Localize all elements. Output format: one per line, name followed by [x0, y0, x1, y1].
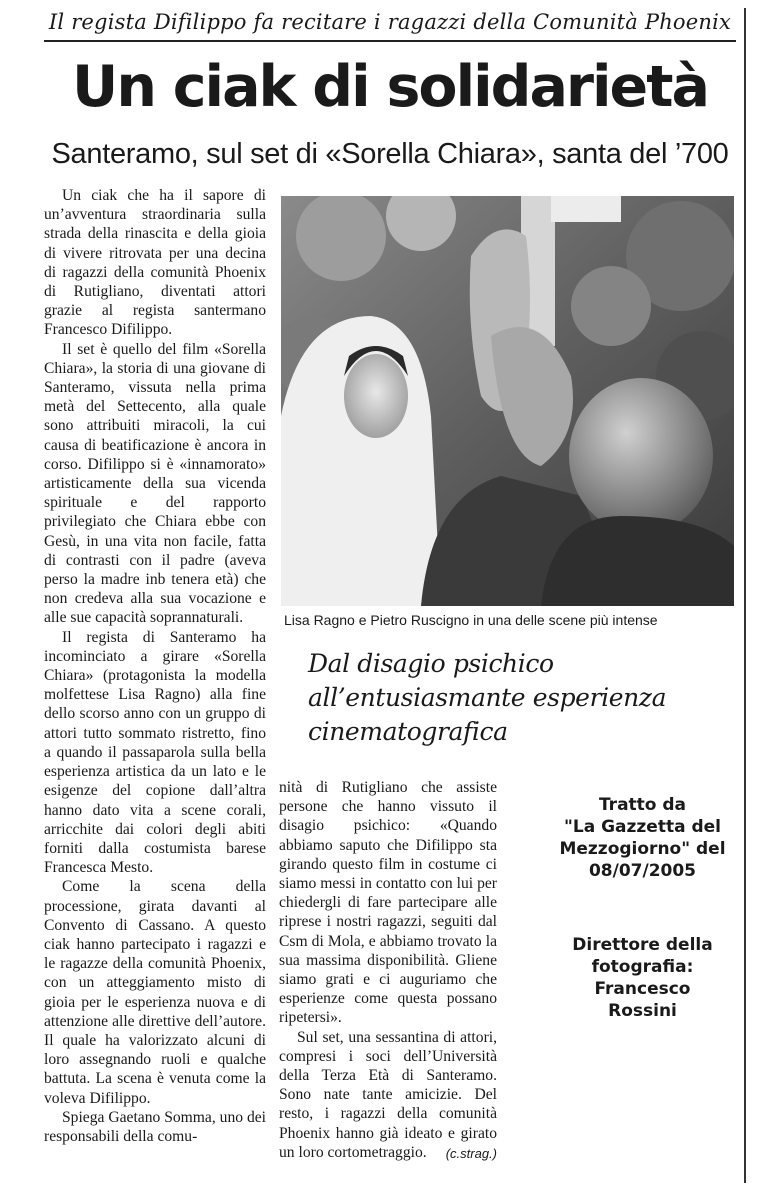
pull-quote: Dal disagio psichico all’entusiasmante esperienza cinematografica: [308, 649, 667, 746]
source-note-line: Tratto da: [598, 795, 687, 815]
photo-credit-line: fotografia:: [591, 957, 694, 977]
paragraph: Il set è quello del film «Sorella Chiara», la storia di una giovane di Santeramo, vissuta nella prima metà del Settecento, alla quale sono attribuiti miracoli, la cui causa di beatificazione è ancora in corso. Difilippo si è «innamorato» artisticamente della sua vicenda spirituale e del rapporto privilegiato che Chiara ebbe con Gesù, in una vita non facile, fatta di contrasti con il padre (aveva perso la madre inb tenera età) che non credeva alla sua vocazione e alle sue capacità soprannaturali.: [44, 340, 266, 627]
paragraph: nità di Rutigliano che assiste persone che hanno vissuto il disagio psichico: «Quando abbiamo saputo che Difilippo sta girando questo film in costume ci siamo messi in contatto con lui per chiedergli di fare partecipare alle riprese i nostri ragazzi, seguiti dal Csm di Mola, e abbiamo trovato la sua massima disponibilità. Gliene siamo grati e ci auguriamo che esperienze come questa possano ripetersi».: [279, 779, 497, 1027]
film-scene-photo: [281, 196, 734, 606]
article-headline: Un ciak di solidarietà: [72, 54, 708, 120]
article-column-1: [44, 186, 266, 1146]
photo-caption: Lisa Ragno e Pietro Ruscigno in una delle scene più intense: [284, 612, 658, 628]
article-subheadline: Santeramo, sul set di «Sorella Chiara», santa del ’700: [51, 138, 729, 170]
paragraph: Il regista di Santeramo ha incominciato a girare «Sorella Chiara» (protagonista la modella molfettese Lisa Ragno) alla fine dello scorso anno con un gruppo di attori tutto sommato ristretto, fino a quando il passaparola sulla bella esperienza artistica da un lato e le esigenze del copione dall’altra hanno dato vita a scene corali, arricchite dai colori degli abiti forniti dalla costumista barese Francesca Mesto.: [44, 628, 266, 877]
author-signature: (c.strag.): [445, 1146, 497, 1162]
paragraph: Un ciak che ha il sapore di un’avventura straordinaria sulla strada della rinascita e della gioia di vivere ritrovata per una decina di ragazzi della comunità Phoenix di Rutigliano, diventati attori grazie al regista santermano Francesco Difilippo.: [44, 187, 266, 339]
article-kicker: Il regista Difilippo fa recitare i ragazzi della Comunità Phoenix: [44, 10, 736, 42]
source-note-line: Mezzogiorno" del: [559, 839, 726, 859]
paragraph: Come la scena della processione, girata davanti al Convento di Cassano. A questo ciak hanno partecipato i ragazzi e le ragazze della comunità Phoenix, con un atteggiamento misto di gioia per le esperienza nuova e di attenzione alle direttive dell’autore. Il quale ha valorizzato alcuni di loro assegnando ruoli e qualche battuta. La scena è venuta come la voleva Difilippo.: [44, 878, 266, 1107]
photo-credit-line: Direttore della: [572, 935, 713, 955]
film-scene-photo-drawing: [281, 196, 734, 606]
source-note-line: 08/07/2005: [588, 861, 697, 881]
source-note: [540, 794, 745, 882]
photo-credit-note: [540, 934, 745, 1022]
article-column-2: [279, 778, 497, 1163]
paragraph: Spiega Gaetano Somma, uno dei responsabili della comu-: [44, 1108, 266, 1145]
paragraph: Sul set, una sessantina di attori, compresi i soci dell’Università della Terza Età di Santeramo. Sono nate tante amicizie. Del resto, i ragazzi della comunità Phoenix hanno già ideato e girato un loro cortometraggio.: [279, 1028, 497, 1161]
photo-credit-line: Francesco: [594, 979, 691, 999]
photo-credit-line: Rossini: [608, 1001, 677, 1021]
source-note-line: "La Gazzetta del: [564, 817, 721, 837]
